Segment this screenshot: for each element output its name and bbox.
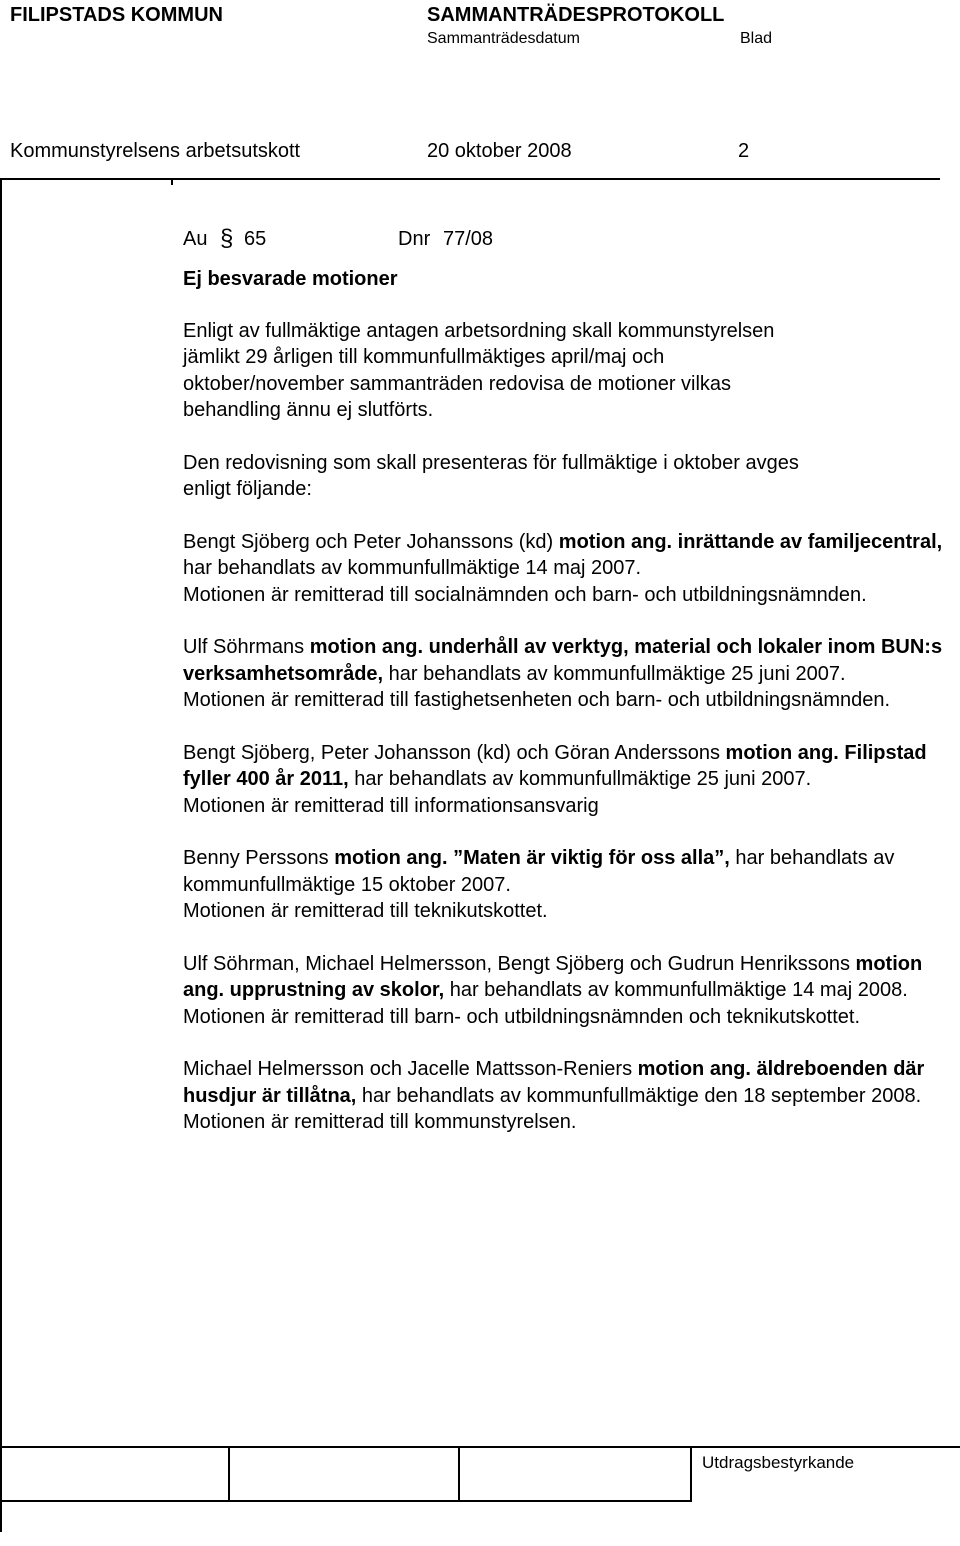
footer-bottom-line [0,1500,692,1502]
motion-subject: motion ang. underhåll av verktyg, material och lokaler inom BUN:s verksamhetsområde, [183,636,943,685]
intro-paragraph [183,318,953,424]
meeting-date: 20 oktober 2008 [427,140,572,162]
motion-authors: Benny Perssons [183,847,335,869]
motion-subject: motion ang. inrättande av familjecentral, [558,530,943,553]
motion-handled: har behandlats av kommunfullmäktige 14 maj 2008. [444,979,908,1001]
motion-authors: Bengt Sjöberg och Peter Johanssons (kd) [183,530,559,553]
footer-cell-divider-3 [690,1446,692,1502]
document-type: SAMMANTRÄDESPROTOKOLL [427,4,725,26]
motion-referral: Motionen är remitterad till socialnämnden och barn- och utbildningsnämnden. [183,583,867,606]
page-label: Blad [740,30,773,47]
motion-referral: Motionen är remitterad till kommunstyrelsen. [183,1111,577,1133]
motion-handled: har behandlats av kommunfullmäktige 25 juni 2007. [383,662,846,685]
motion-handled: har behandlats av kommunfullmäktige 25 juni 2007. [348,768,812,790]
certification-label: Utdragsbestyrkande [702,1453,855,1472]
page-number: 2 [738,140,750,162]
footer-cell-divider-1 [228,1446,230,1502]
motion-referral: Motionen är remitterad till teknikutskottet. [183,900,548,922]
motion-authors: Bengt Sjöberg, Peter Johansson (kd) och Göran Anderssons [183,741,726,764]
motion-authors: Michael Helmersson och Jacelle Mattsson-Reniers [183,1058,638,1080]
intro-line: oktober/november sammanträden redovisa de motioner vilkas [183,372,732,395]
case-title: Ej besvarade motioner [183,268,398,290]
motion-subject: motion ang. upprustning av skolor, [183,952,923,1001]
dnr-label: Dnr [398,228,431,250]
footer-top-line [0,1446,960,1448]
report-line: enligt följande: [183,478,312,500]
motion-text [183,634,953,687]
frame-top-line [0,178,940,180]
report-paragraph [183,450,953,503]
intro-line: Enligt av fullmäktige antagen arbetsordning skall kommunstyrelsen [183,319,775,342]
motion-text [183,1056,953,1109]
motion-text [183,740,953,793]
motion-authors: Ulf Söhrman, Michael Helmersson, Bengt Sjöberg och Gudrun Henrikssons [183,952,856,975]
footer-cell-divider-2 [458,1446,460,1502]
meeting-body: Kommunstyrelsens arbetsutskott [10,140,301,162]
dnr-number: 77/08 [443,228,494,250]
frame-left-line [0,178,2,1532]
motion-authors: Ulf Söhrmans [183,636,310,658]
motion-referral: Motionen är remitterad till informationsansvarig [183,794,599,817]
intro-line [183,344,953,371]
frame-inner-vertical-line [171,178,173,185]
motion-handled: har behandlats av kommunfullmäktige 15 oktober 2007. [183,847,895,896]
motion-item [183,634,953,714]
case-reference [183,226,953,252]
case-prefix: Au [183,228,208,250]
motion-item [183,1056,953,1136]
section-sign: § [220,225,234,252]
motion-referral: Motionen är remitterad till barn- och utbildningsnämnden och teknikutskottet. [183,1005,861,1028]
date-label: Sammanträdesdatum [427,30,580,47]
motion-handled: har behandlats av kommunfullmäktige 14 maj 2007. [183,557,642,579]
motion-item [183,740,953,820]
motion-subject: motion ang. äldreboenden där husdjur är tillåtna, [183,1058,925,1107]
motion-subject: motion ang. Filipstad fyller 400 år 2011, [183,741,927,790]
intro-line-text: jämlikt 29 årligen till kommunfullmäktiges april/maj och [183,346,665,368]
motion-handled: har behandlats av kommunfullmäktige den 18 september 2008. [356,1084,922,1107]
motion-item [183,951,953,1031]
motion-text [183,529,953,582]
motion-subject: motion ang. ”Maten är viktig för oss alla”, [334,847,730,869]
motion-item [183,845,953,925]
motion-item [183,529,953,609]
report-line: Den redovisning som skall presenteras för fullmäktige i oktober avges [183,451,799,474]
org-name: FILIPSTADS KOMMUN [10,4,223,26]
intro-line: behandling ännu ej slutförts. [183,399,434,421]
motion-text [183,951,953,1004]
motion-text [183,845,953,898]
case-content [183,226,953,1162]
motion-referral: Motionen är remitterad till fastighetsenheten och barn- och utbildningsnämnden. [183,689,891,711]
case-number: 65 [244,228,267,250]
